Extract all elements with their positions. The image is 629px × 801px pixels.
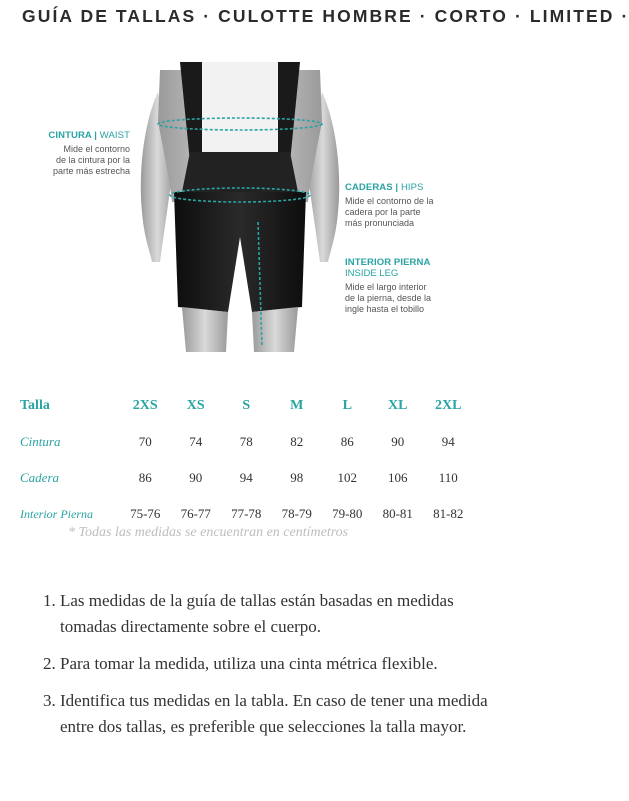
instructions-list (30, 588, 490, 751)
size-header: XL (388, 398, 408, 413)
bib-panel (182, 152, 298, 192)
inside-leg-desc-line: Mide el largo interior (345, 282, 427, 292)
left-leg (182, 307, 228, 352)
table-cell: 98 (290, 470, 304, 485)
table-cell: 86 (340, 434, 354, 449)
size-header: M (290, 398, 304, 413)
list-item: 3. Identifica tus medidas en la tabla. En caso de tener una medida entre dos tallas, es preferible que selecciones la talla mayor. (60, 688, 490, 740)
inside-leg-desc-line: ingle hasta el tobillo (345, 304, 425, 314)
list-item: 1. Las medidas de la guía de tallas están basadas en medidas tomadas directamente sobre el cuerpo. (60, 588, 490, 640)
waist-title: CINTURA (48, 130, 92, 141)
size-header: XS (186, 398, 205, 413)
waist-desc-line: Mide el contorno (63, 144, 130, 154)
table-cell: 79-80 (332, 506, 363, 521)
right-leg (252, 307, 298, 352)
waist-desc-line: de la cintura por la (55, 155, 130, 165)
inside-leg-subtitle: INSIDE LEG (345, 268, 399, 279)
table-row (20, 460, 474, 496)
size-header: L (342, 398, 352, 413)
size-header: 2XS (132, 398, 158, 413)
size-header: 2XL (435, 398, 462, 413)
annotation-hips: CADERAS | HIPS Mide el contorno de la cadera por la parte más pronunciada (345, 182, 455, 229)
table-cell: 82 (290, 434, 304, 449)
page-title: GUÍA DE TALLAS · CULOTTE HOMBRE · CORTO · LIMITED · (22, 6, 629, 26)
table-cell: 81-82 (433, 506, 464, 521)
table-cell: 77-78 (231, 506, 262, 521)
row-label: Cadera (20, 470, 59, 485)
waist-subtitle: WAIST (99, 130, 130, 141)
bib-shorts-figure (130, 62, 350, 352)
table-cell: 90 (391, 434, 405, 449)
row-label: Interior Pierna (20, 506, 93, 521)
hips-desc-line: más pronunciada (345, 218, 415, 228)
inside-leg-desc-line: de la pierna, desde la (345, 293, 432, 303)
table-header-row (20, 388, 474, 424)
table-cell: 74 (189, 434, 203, 449)
table-cell: 78-79 (281, 506, 312, 521)
table-cell: 78 (239, 434, 253, 449)
table-row (20, 424, 474, 460)
hips-desc-line: cadera por la parte (345, 207, 421, 217)
annotation-waist: CINTURA | WAIST Mide el contorno de la cintura por la parte más estrecha (40, 130, 130, 177)
size-table (20, 388, 474, 532)
table-cell: 106 (388, 470, 408, 485)
inside-leg-title: INTERIOR PIERNA (345, 257, 431, 268)
table-cell: 110 (438, 470, 458, 485)
base-layer (198, 62, 282, 152)
table-cell: 80-81 (382, 506, 413, 521)
waist-desc-line: parte más estrecha (52, 166, 130, 176)
hips-desc-line: Mide el contorno de la (345, 196, 434, 206)
hips-title: CADERAS (345, 182, 393, 193)
shorts (174, 192, 306, 312)
table-cell: 90 (189, 470, 203, 485)
row-label: Cintura (20, 434, 61, 449)
table-cell: 94 (239, 470, 253, 485)
list-item: 2. Para tomar la medida, utiliza una cinta métrica flexible. (60, 651, 490, 677)
table-cell: 70 (138, 434, 152, 449)
size-header: S (242, 398, 251, 413)
measurement-note: * Todas las medidas se encuentran en centímetros (68, 525, 349, 540)
table-cell: 75-76 (130, 506, 161, 521)
table-cell: 102 (337, 470, 357, 485)
hips-subtitle: HIPS (400, 182, 424, 193)
header-label: Talla (20, 398, 50, 413)
table-cell: 76-77 (180, 506, 211, 521)
table-cell: 86 (138, 470, 152, 485)
table-cell: 94 (441, 434, 455, 449)
annotation-inside-leg (345, 257, 455, 315)
